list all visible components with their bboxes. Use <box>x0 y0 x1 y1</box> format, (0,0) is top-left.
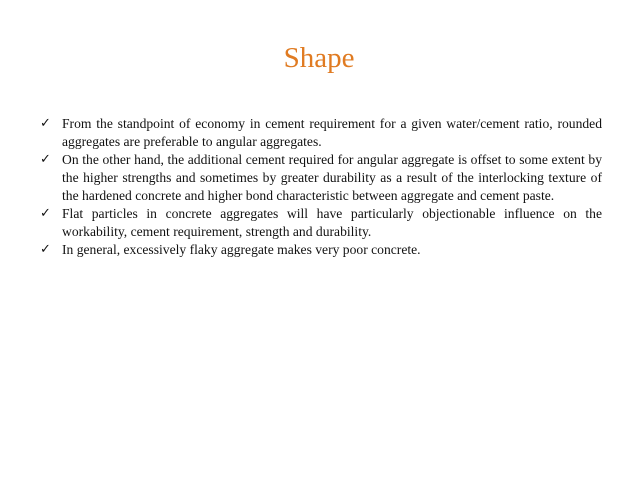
bullet-item <box>40 205 602 241</box>
checkmark-icon: ✓ <box>40 116 51 131</box>
slide-title: Shape <box>283 42 355 74</box>
checkmark-icon: ✓ <box>40 206 51 221</box>
bullet-text: From the standpoint of economy in cement requirement for a given water/cement ratio, rounded aggregates are preferable to angular aggregates. <box>62 116 602 149</box>
bullet-text: Flat particles in concrete aggregates will have particularly objectionable influence on the workability, cement requirement, strength and durability. <box>62 206 602 239</box>
bullet-item <box>40 241 602 259</box>
checkmark-icon: ✓ <box>40 152 51 167</box>
bullet-item <box>40 115 602 151</box>
bullet-list <box>40 115 602 259</box>
bullet-text: In general, excessively flaky aggregate makes very poor concrete. <box>62 242 421 257</box>
bullet-text: On the other hand, the additional cement required for angular aggregate is offset to some extent by the higher strengths and sometimes by greater durability as a result of the interlocking texture of the hardened concrete and higher bond characteristic between aggregate and cement paste. <box>62 152 602 203</box>
bullet-item <box>40 151 602 205</box>
checkmark-icon: ✓ <box>40 242 51 257</box>
